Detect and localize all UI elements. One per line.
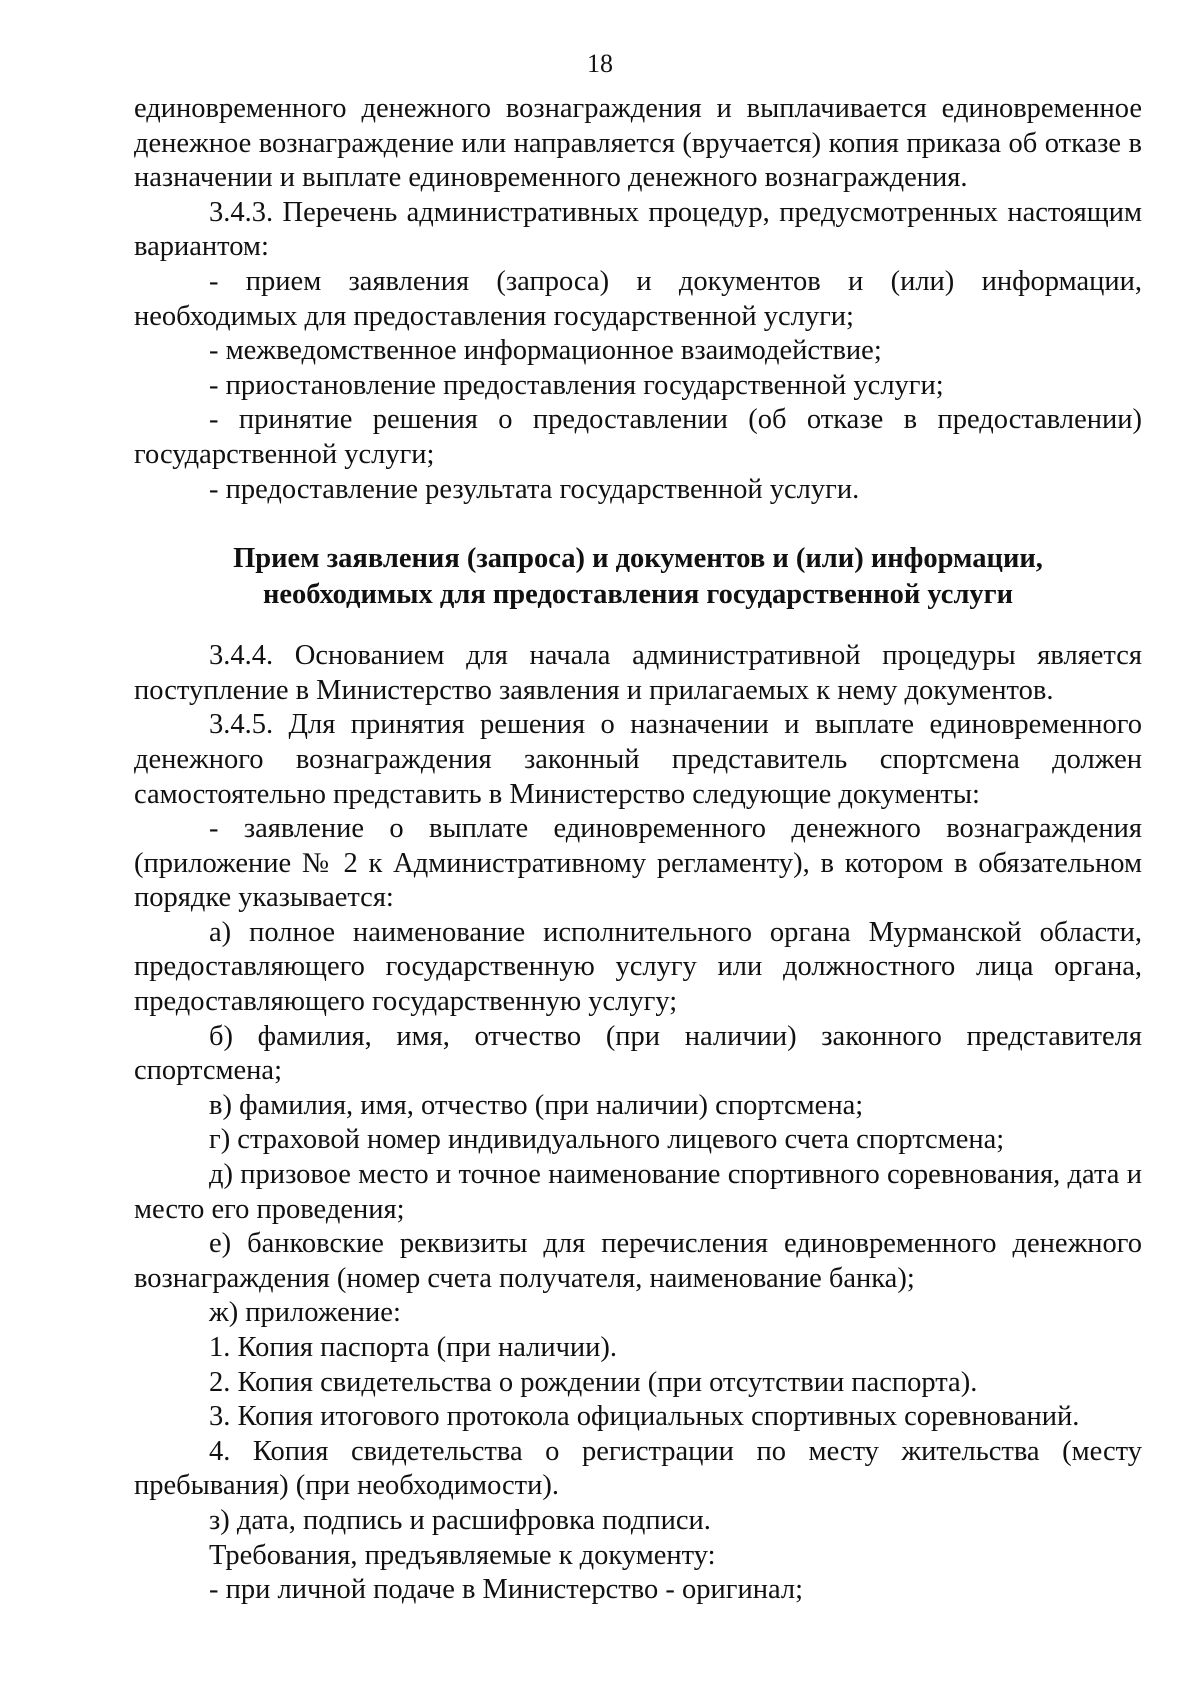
list-item: ж) приложение: bbox=[209, 1297, 401, 1329]
list-item: 2. Копия свидетельства о рождении (при отсутствии паспорта). bbox=[209, 1366, 978, 1398]
list-item: д) призовое место и точное наименование спортивного соревнования, дата и место его проведения; bbox=[134, 1159, 1142, 1225]
paragraph-requirements: - при личной подаче в Министерство - оригинал; bbox=[209, 1574, 804, 1606]
section-heading-line: Прием заявления (запроса) и документов и (или) информации, bbox=[233, 543, 1043, 575]
list-item: 3. Копия итогового протокола официальных спортивных соревнований. bbox=[209, 1401, 1080, 1433]
list-item: - заявление о выплате единовременного денежного вознаграждения (приложение № 2 к Административному регламенту), в котором в обязательном порядке указывается: bbox=[134, 813, 1142, 914]
list-item: - предоставление результата государственной услуги. bbox=[209, 473, 860, 505]
list-item: Требования, предъявляемые к документу: bbox=[209, 1539, 716, 1571]
list-item: е) банковские реквизиты для перечисления единовременного денежного вознаграждения (номер счета получателя, наименование банка); bbox=[134, 1228, 1142, 1294]
paragraph-continuation: единовременного денежного вознаграждения и выплачивается единовременное денежное вознаграждение или направляется (вручается) копия приказа об отказе в назначении и выплате единовременного денежного вознаграждения. bbox=[134, 93, 1142, 194]
paragraph-3-4-4: 3.4.4. Основанием для начала административной процедуры является поступление в Министерство заявления и прилагаемых к нему документов. bbox=[134, 640, 1142, 706]
list-item: 4. Копия свидетельства о регистрации по месту жительства (месту пребывания) (при необходимости). bbox=[134, 1435, 1142, 1502]
list-item: - приостановление предоставления государственной услуги; bbox=[209, 369, 944, 401]
list-item: - прием заявления (запроса) и документов и (или) информации, необходимых для предоставления государственной услуги; bbox=[134, 265, 1142, 332]
list-item: б) фамилия, имя, отчество (при наличии) законного представителя спортсмена; bbox=[134, 1020, 1142, 1087]
list-item: в) фамилия, имя, отчество (при наличии) спортсмена; bbox=[209, 1089, 864, 1121]
paragraph-3-4-5: 3.4.5. Для принятия решения о назначении и выплате единовременного денежного вознаграждения законный представитель спортсмена должен самостоятельно представить в Министерство следующие документы: bbox=[134, 709, 1142, 810]
document-body bbox=[134, 92, 1142, 1608]
list-item: - межведомственное информационное взаимодействие; bbox=[209, 335, 882, 367]
list-item: з) дата, подпись и расшифровка подписи. bbox=[209, 1504, 711, 1536]
list-item: г) страховой номер индивидуального лицевого счета спортсмена; bbox=[209, 1124, 1005, 1156]
page-number: 18 bbox=[587, 49, 613, 78]
section-heading-line: необходимых для предоставления государственной услуги bbox=[262, 579, 1014, 611]
section-heading bbox=[134, 541, 1142, 613]
list-item: а) полное наименование исполнительного органа Мурманской области, предоставляющего государственную услугу или должностного лица органа, предоставляющего государственную услугу; bbox=[134, 916, 1142, 1018]
paragraph-3-4-3: 3.4.3. Перечень административных процедур, предусмотренных настоящим вариантом: bbox=[134, 196, 1142, 263]
list-item: - принятие решения о предоставлении (об отказе в предоставлении) государственной услуги; bbox=[134, 404, 1142, 470]
list-item: 1. Копия паспорта (при наличии). bbox=[209, 1332, 618, 1363]
